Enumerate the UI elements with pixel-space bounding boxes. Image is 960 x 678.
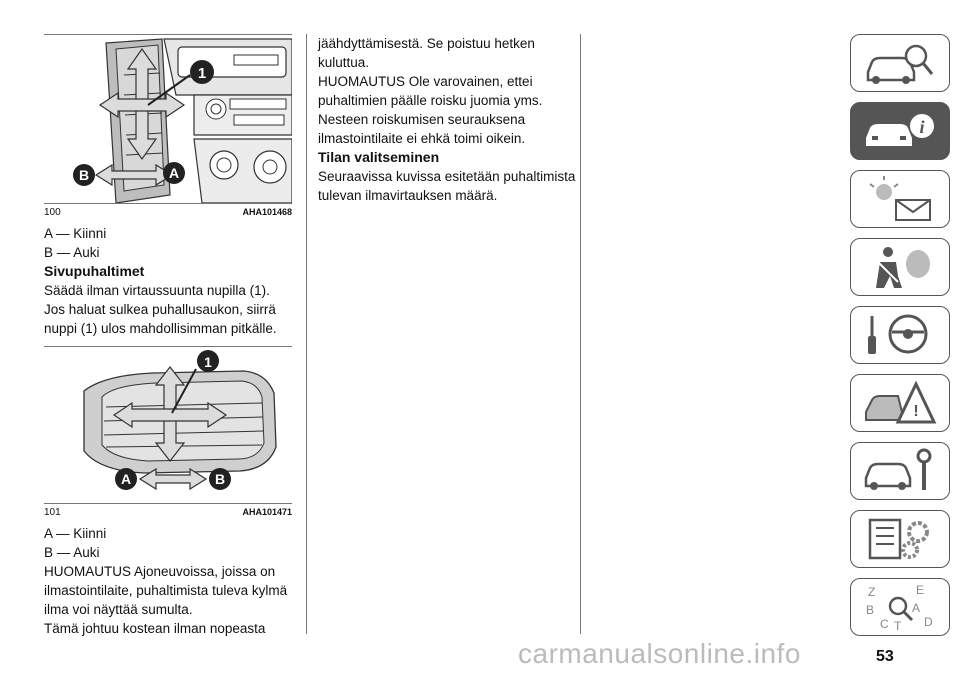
body-paragraph: Säädä ilman virtaussuunta nupilla (1). [44, 283, 270, 298]
left-column [44, 34, 292, 638]
tab-car-search[interactable] [850, 34, 950, 92]
car-info-icon [862, 106, 938, 156]
svg-text:i: i [919, 117, 925, 137]
tab-index[interactable] [850, 578, 950, 636]
tab-emergency[interactable] [850, 374, 950, 432]
legend-b: B — Auki [44, 545, 100, 560]
figure-number: 101 [44, 507, 61, 518]
dashboard-vent-illustration [44, 35, 292, 203]
figure-code: AHA101471 [242, 507, 292, 517]
car-search-icon [862, 38, 938, 88]
car-hazard-triangle-icon [862, 378, 938, 428]
index-letter: C [880, 617, 889, 631]
index-letter: T [894, 619, 902, 632]
callout-1-label: 1 [197, 65, 207, 82]
legend-a: A — Kiinni [44, 226, 107, 241]
alphabetical-index-icon [862, 582, 938, 632]
section-heading: Tilan valitseminen [318, 149, 440, 165]
figure-code: AHA101468 [242, 207, 292, 217]
figure-100 [44, 34, 292, 204]
callout-b-label: B [78, 167, 90, 183]
column-divider [306, 34, 307, 634]
car-wrench-icon [862, 446, 938, 496]
tab-driving[interactable] [850, 306, 950, 364]
figure-101-caption [44, 507, 292, 518]
body-paragraph: Tämä johtuu kostean ilman nopeasta [44, 621, 266, 636]
legend-b: B — Auki [44, 245, 100, 260]
tab-warning-lights[interactable] [850, 170, 950, 228]
tab-maintenance[interactable] [850, 442, 950, 500]
index-letter: B [866, 603, 875, 617]
index-letter: E [916, 583, 925, 597]
svg-text:!: ! [913, 403, 919, 420]
callout-a-label: A [168, 165, 180, 181]
figure-100-caption [44, 207, 292, 218]
index-letter: A [912, 601, 921, 615]
note-paragraph: HUOMAUTUS Ajoneuvoissa, joissa on ilmastointilaite, puhaltimista tuleva kylmä ilma voi näyttää sumulta. [44, 564, 288, 617]
legend-a: A — Kiinni [44, 526, 107, 541]
body-paragraph: Seuraavissa kuvissa esitetään puhaltimista tulevan ilmavirtauksen määrä. [318, 169, 576, 203]
middle-column [318, 34, 576, 205]
watermark: carmanualsonline.info [518, 638, 801, 669]
specifications-gears-icon [862, 514, 938, 564]
callout-a-label: A [120, 471, 132, 487]
tab-safety[interactable] [850, 238, 950, 296]
airbag-seatbelt-icon [862, 242, 938, 292]
callout-b-label: B [214, 471, 226, 487]
index-letter: D [924, 615, 933, 629]
body-paragraph: jäähdyttämisestä. Se poistuu hetken kuluttua. [318, 36, 535, 70]
callout-1-label: 1 [204, 354, 212, 370]
page-number: 53 [876, 648, 894, 665]
tab-car-info[interactable] [850, 102, 950, 160]
body-paragraph: Jos haluat sulkea puhallusaukon, siirrä nuppi (1) ulos mahdollisimman pitkälle. [44, 302, 277, 336]
figure-number: 100 [44, 207, 61, 218]
warning-light-message-icon [862, 174, 938, 224]
column-divider [580, 34, 581, 634]
note-paragraph: HUOMAUTUS Ole varovainen, ettei puhaltimien päälle roisku juomia yms. Nesteen roiskumisen seurauksena ilmastointilaite ei ehkä toimi oikein. [318, 74, 543, 146]
section-heading: Sivupuhaltimet [44, 263, 145, 279]
figure-101 [44, 346, 292, 504]
tab-specifications[interactable] [850, 510, 950, 568]
side-vent-illustration [44, 347, 292, 503]
index-letter: Z [868, 585, 876, 599]
key-steering-wheel-icon [862, 310, 938, 360]
